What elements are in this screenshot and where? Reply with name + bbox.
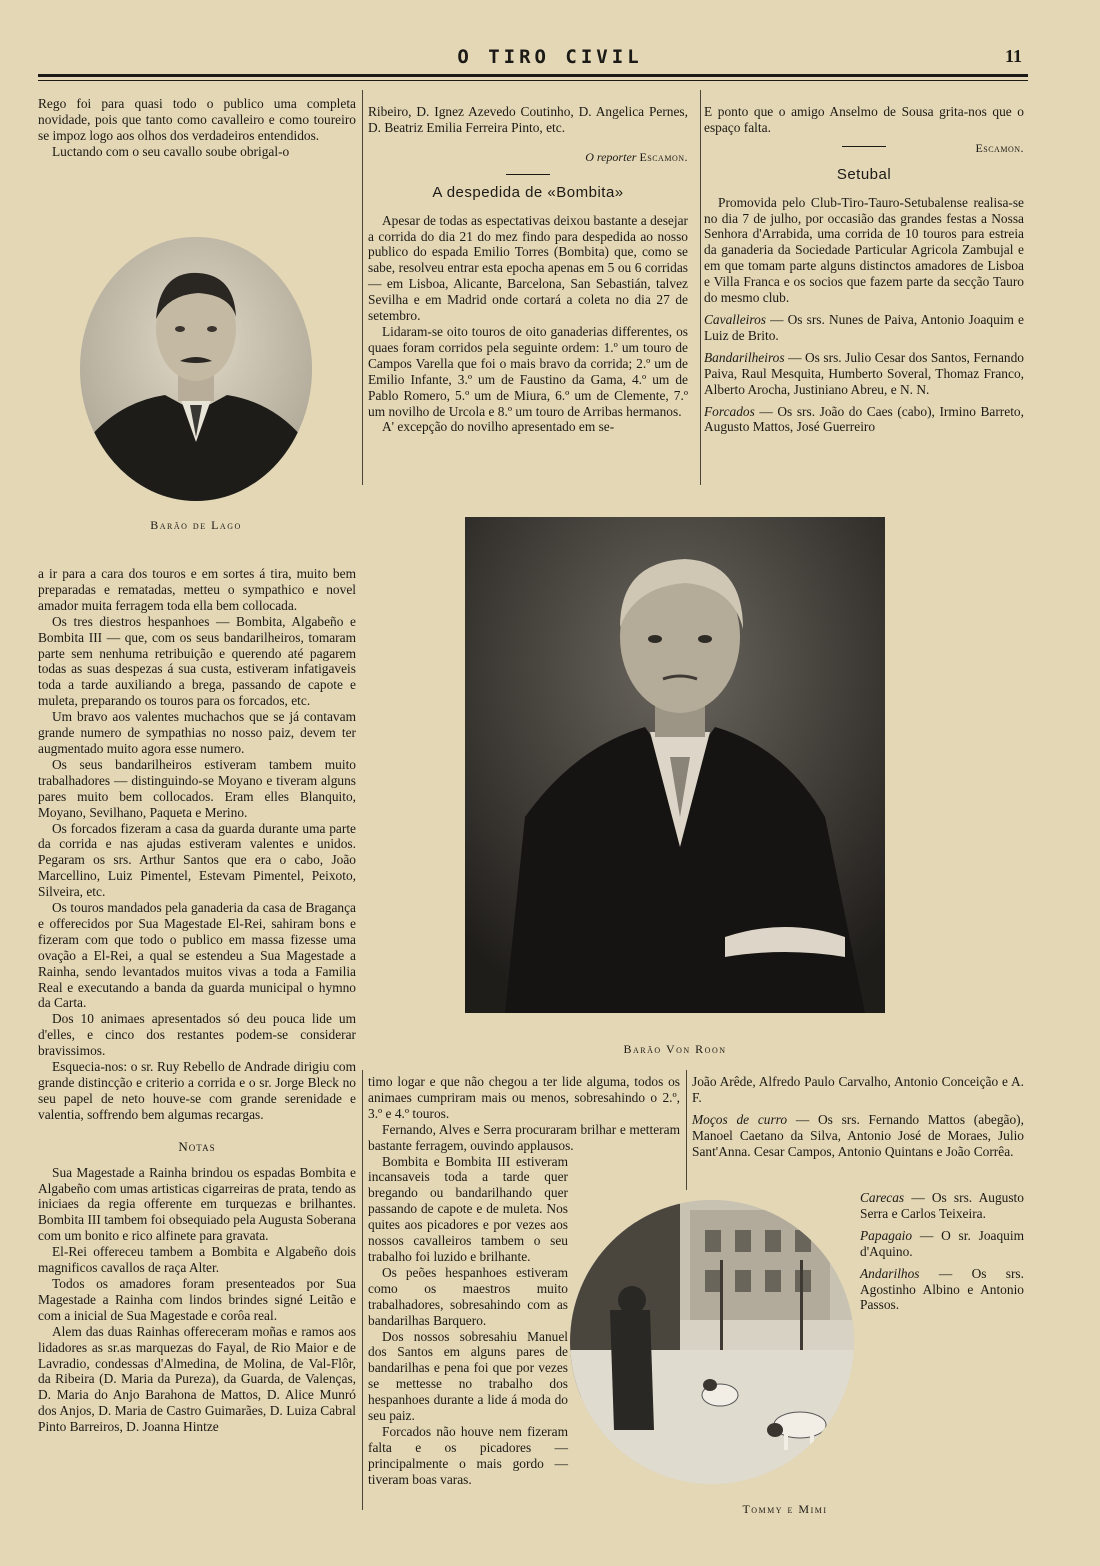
- column-divider: [362, 90, 363, 485]
- role-list-item: Papagaio — O sr. Joaquim d'Aquino.: [860, 1227, 1024, 1259]
- paragraph: João Arêde, Alfredo Paulo Carvalho, Antonio Conceição e A. F.: [692, 1074, 1024, 1105]
- paragraph: Os seus bandarilheiros estiveram tambem muito trabalhadores — distinguindo-se Moyano e tiveram alguns pares muito bem collocados. Eram elles Blanquito, Moyano, Sevilhano, Paqueta e Merino.: [38, 756, 356, 820]
- page-number: 11: [1004, 46, 1022, 66]
- signature: [368, 150, 688, 166]
- paragraph: Fernando, Alves e Serra procuraram brilhar e metteram bastante ferragem, ouvindo applausos.: [368, 1121, 680, 1153]
- separator: [506, 174, 550, 175]
- paragraph: E ponto que o amigo Anselmo de Sousa grita-nos que o espaço falta.: [704, 104, 1024, 135]
- paragraph: Alem das duas Rainhas offereceram moñas e ramos aos lidadores as sr.as marquezas do Fayal, de Rio Maior e de Lavradio, condessas d'Almedina, de Molina, de Val-Flôr, da Ribeira (D. Maria da Pureza), da Guarda, de Valenças, D. Maria do Anjo Barahona de Mattos, D. Alice Munró dos Anjos, D. Maria de Castro Guimarães, D. Luiza Cabral Pinto Barreiros, D. Joanna Hintze: [38, 1323, 356, 1435]
- signature: [704, 141, 1024, 157]
- column3-bottom-roles: [860, 1184, 1024, 1313]
- column1-top-text: [38, 96, 356, 160]
- paragraph: Um bravo aos valentes muchachos que se já contavam grande numero de sympathias no nosso paiz, devem ter augmentado muito agora esse numero.: [38, 709, 356, 756]
- paragraph: Sua Magestade a Rainha brindou os espadas Bombita e Algabeño com umas artisticas cigarreiras de prata, tendo as iniciaes da regia offerente em turquezas e brilhantes. Bombita III tambem foi obsequiado pela Augusta Soberana com um bonito e rico alfinete para gravata.: [38, 1164, 356, 1244]
- caption-barao-de-lago: Barão de Lago: [150, 518, 242, 532]
- paragraph: Rego foi para quasi todo o publico uma completa novidade, pois que tanto como cavalleiro e como toureiro se impoz logo aos olhos dos verdadeiros entendidos.: [38, 96, 356, 143]
- column1-bottom-text: [38, 566, 356, 1435]
- role-list-item: Cavalleiros — Os srs. Nunes de Paiva, Antonio Joaquim e Luiz de Brito.: [704, 311, 1024, 343]
- paragraph: a ir para a cara dos touros e em sortes á tira, muito bem preparadas e rematadas, metteu o sympathico e novel amador muita ferragem toda ella bem collocada.: [38, 566, 356, 613]
- paragraph: Os touros mandados pela ganaderia da casa de Bragança e offerecidos por Sua Magestade El-Rei, sahiram bons e fizeram com que todo o publico em massa fizesse uma ovação a El-Rei, a qual se estendeu a Sua Magestade a Rainha, sendo levantados muitos vivas a toda a Familia Real e executando a banda da guarda municipal o hymno da Carta.: [38, 900, 356, 1011]
- header-rule: [38, 74, 1028, 77]
- column2-top-text: [368, 104, 688, 435]
- paragraph: timo logar e que não chegou a ter lide alguma, todos os animaes cumpriram mais ou menos, sobresahindo o 2.º, 3.º e 4.º touros.: [368, 1074, 680, 1121]
- portrait-illustration: [80, 237, 312, 501]
- signature-prefix: O reporter: [585, 149, 637, 164]
- section-title-bombita: A despedida de «Bombita»: [432, 183, 624, 201]
- paragraph: A' excepção do novilho apresentado em se-: [382, 419, 615, 435]
- role-list-item: Carecas — Os srs. Augusto Serra e Carlos Teixeira.: [860, 1190, 1024, 1221]
- section-title-notas: Notas: [178, 1138, 216, 1154]
- portrait-illustration: [465, 517, 885, 1013]
- role-list-item: Andarilhos — Os srs. Agostinho Albino e Antonio Passos.: [860, 1265, 1024, 1313]
- paragraph: Os forcados fizeram a casa da guarda durante uma parte da corrida e nas ajudas estiveram valentes e unidos. Pegaram os srs. Arthur Santos que era o cabo, João Marcellino, Luiz Pimentel, Estevam Pimentel, Peixoto, Silveira, etc.: [38, 820, 356, 900]
- paragraph: Todos os amadores foram presenteados por Sua Magestade a Rainha com lindos brindes signé Leitão e com a inicial de Sua Magestade e corôa real.: [38, 1275, 356, 1323]
- paragraph: Bombita e Bombita III estiveram incansaveis toda a tarde quer bregando ou bandarilhando quer passando de capote e de muleta. Nos quites aos picadores e por vezes aos nossos cavalleiros tambem o seu trabalho foi luzido e brilhante.: [368, 1153, 568, 1264]
- paragraph: Luctando com o seu cavallo soube obrigal-o: [52, 143, 290, 159]
- masthead-title: O TIRO CIVIL: [457, 46, 643, 68]
- paragraph: Promovida pelo Club-Tiro-Tauro-Setubalense realisa-se no dia 7 de julho, por occasião das grandes festas a Nossa Senhora d'Arrabida, uma corrida de 10 touros para estreia da ganaderia da Sociedade Particular Agricola Zambujal e em que tomam parte alguns distinctos amadores de Lisboa e Villa Franca e os socios que fazem parte da secção Tauro do mesmo club.: [704, 194, 1024, 306]
- column-divider: [362, 1070, 363, 1510]
- role-list-item: Bandarilheiros — Os srs. Julio Cesar dos Santos, Fernando Paiva, Raul Mesquita, Humberto Soveral, Thomaz Franco, Alberto Arocha, Justiniano Abreu, e N. N.: [704, 349, 1024, 397]
- paragraph: Os tres diestros hespanhoes — Bombita, Algabeño e Bombita III — que, com os seus bandarilheiros, tomaram parte sem nenhuma retribuição e querendo até pagarem todas as suas despezas á sua custa, estiveram infatigaveis toda a tarde auxiliando a brega, passando de capote e muleta, preparando os touros para os forcados, etc.: [38, 613, 356, 709]
- column3-top-text: [704, 104, 1024, 435]
- column3-bottom-text: [692, 1074, 1024, 1160]
- paragraph: Apesar de todas as espectativas deixou bastante a desejar a corrida do dia 21 do mez findo para despedida ao nosso publico do espada Emilio Torres (Bombita) que, como se sabe, resolveu entrar esta epocha apenas em 5 ou 6 corridas — em Lisboa, Alicante, Barcelona, San Sebastián, talvez Sevilha e em Madrid onde cortará a coleta no dia 27 de setembro.: [368, 212, 688, 324]
- section-title-setubal: Setubal: [836, 165, 892, 183]
- paragraph: Dos 10 animaes apresentados só deu pouca lide um d'elles, e cinco dos restantes podem-se considerar bravissimos.: [38, 1011, 356, 1059]
- photo-tommy-e-mimi: [570, 1200, 854, 1484]
- signature-name: Escamon.: [975, 140, 1024, 155]
- paragraph: Forcados não houve nem fizeram falta e os picadores — principalmente o mais gordo — tiveram boas varas.: [368, 1423, 568, 1487]
- street-scene-illustration: [570, 1200, 854, 1484]
- role-list-item: Forcados — Os srs. João do Caes (cabo), Irmino Barreto, Augusto Mattos, José Guerreiro: [704, 403, 1024, 435]
- column-divider: [686, 1070, 687, 1190]
- signature-name: Escamon.: [639, 149, 688, 164]
- paragraph: Lidaram-se oito touros de oito ganaderias differentes, os quaes foram corridos pela seguinte ordem: 1.º um touro de Campos Varella que foi o mais bravo da corrida; 2.º um de Emilio Infante, 3.º um de Faustino da Gama, 4.º um de Pablo Romero, 5.º um de Miura, 6.º um de Clemente, 7.º um novilho de Urcola e 8.º um touro de Arribas hermanos.: [368, 323, 688, 419]
- column-divider: [700, 90, 701, 485]
- caption-barao-von-roon: Barão Von Roon: [623, 1042, 727, 1056]
- role-list-item: Moços de curro — Os srs. Fernando Mattos (abegão), Manoel Caetano da Silva, Antonio José de Moraes, Julio Sant'Anna. Cesar Campos, Antonio Quintans e João Corrêa.: [692, 1111, 1024, 1159]
- portrait-barao-de-lago: [80, 237, 312, 501]
- caption-tommy-e-mimi: Tommy e Mimi: [742, 1502, 828, 1516]
- paragraph: El-Rei offereceu tambem a Bombita e Algabeño dois magnificos cavallos de raça Alter.: [38, 1244, 356, 1276]
- paragraph: Ribeiro, D. Ignez Azevedo Coutinho, D. Angelica Pernes, D. Beatriz Emilia Ferreira Pinto, etc.: [368, 104, 688, 135]
- paragraph: Dos nossos sobresahiu Manuel dos Santos em alguns pares de bandarilhas e pena foi que por vezes se mettesse no trabalho dos hespanhoes durante a lide á moda do seu paiz.: [368, 1328, 568, 1424]
- header-rule-thin: [38, 80, 1028, 81]
- paragraph: Os peões hespanhoes estiveram como os maestros muito trabalhadores, sobresahindo com as bandarilhas Barquero.: [368, 1264, 568, 1328]
- paragraph: Esquecia-nos: o sr. Ruy Rebello de Andrade dirigiu com grande distincção e criterio a corrida e o sr. Jorge Bleck no seu papel de neto houve-se com grande serenidade e valentia, soffrendo bem algumas recargas.: [38, 1059, 356, 1122]
- portrait-barao-von-roon: [465, 517, 885, 1013]
